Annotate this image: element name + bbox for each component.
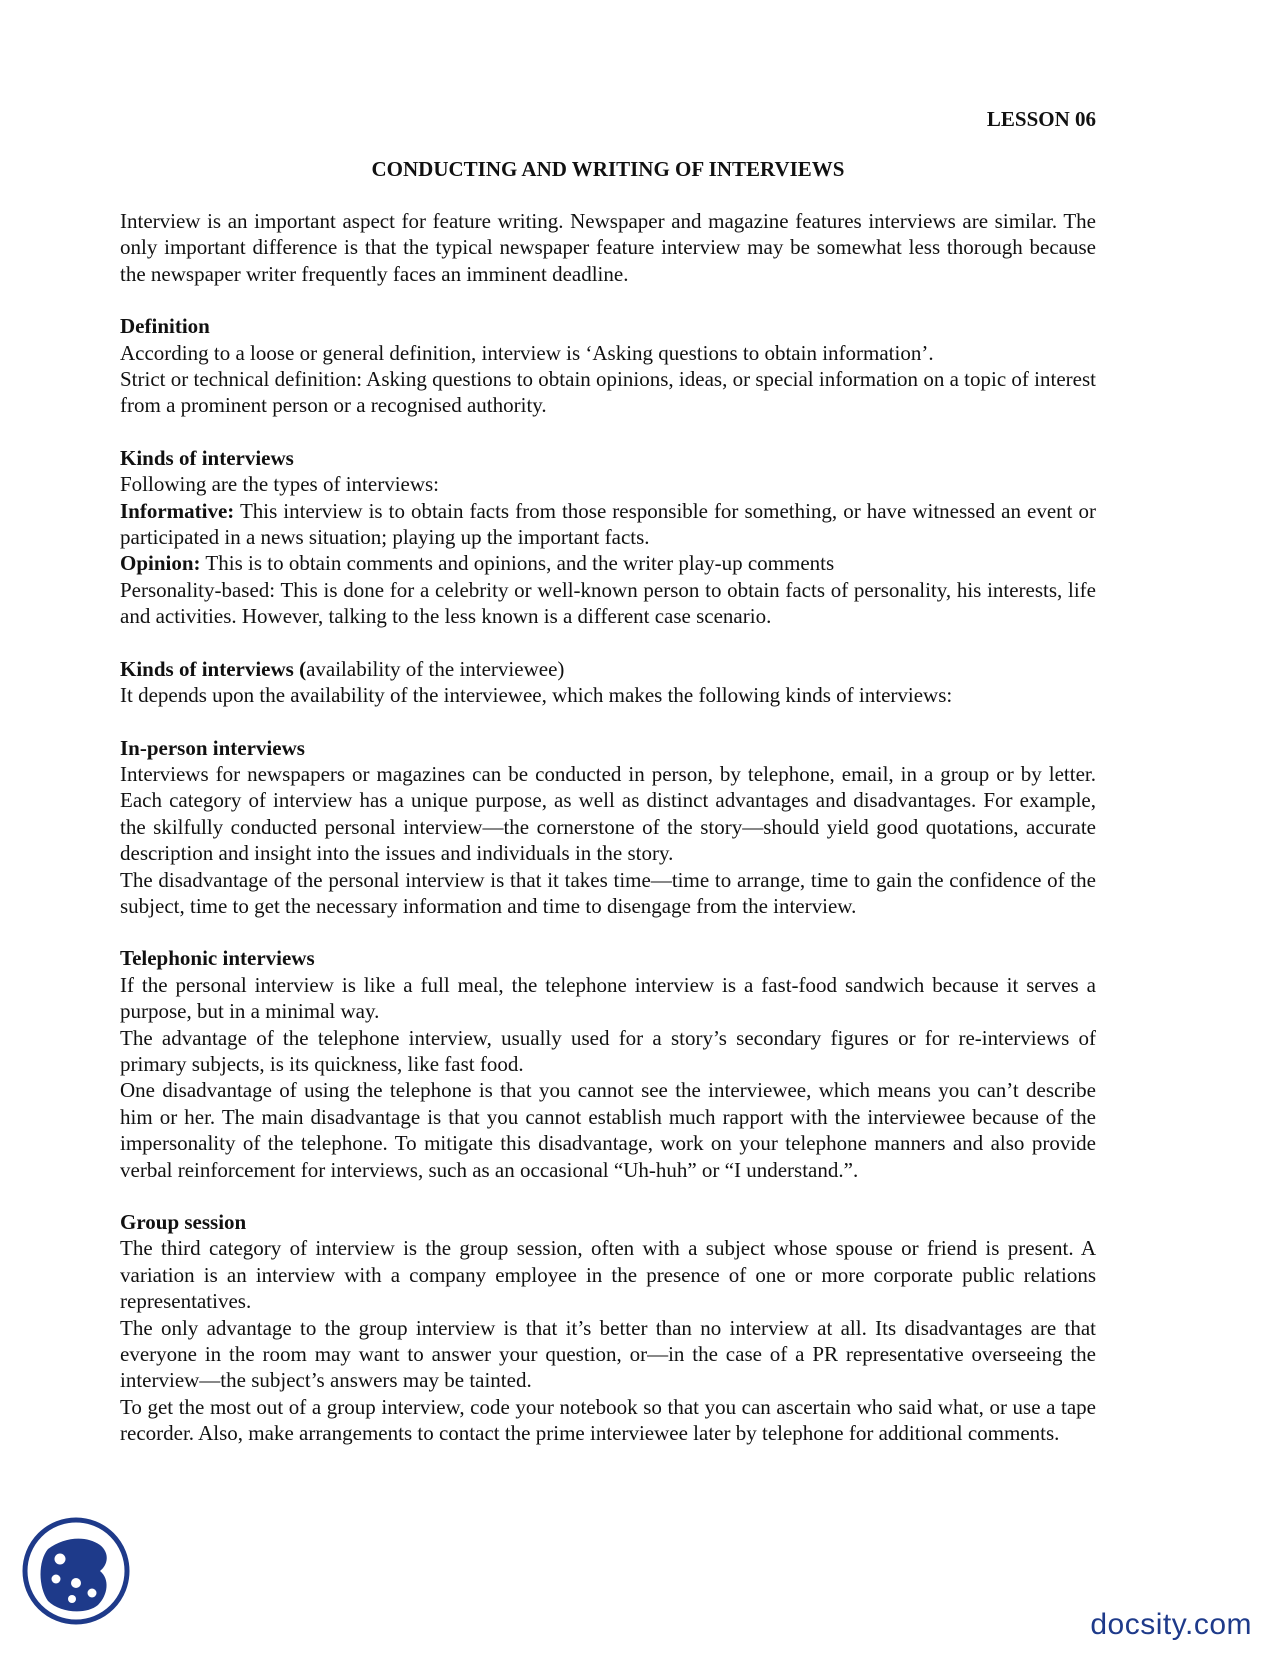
in-person-p1: Interviews for newspapers or magazines can be conducted in person, by telephone, email, in a group or by letter. Each category of interview has a unique purpose, as well as distinct advantages and disadvantages. For example, the skilfully conducted personal interview—the cornerstone of the story—should yield good quotations, accurate description and insight into the issues and individuals in the story. <box>120 761 1096 866</box>
informative-label: Informative: <box>120 498 235 523</box>
definition-loose: According to a loose or general definition, interview is ‘Asking questions to obtain information’. <box>120 340 934 365</box>
in-person-section <box>120 735 1096 920</box>
group-section <box>120 1209 1096 1447</box>
document-page <box>120 100 1096 1447</box>
group-heading: Group session <box>120 1210 247 1234</box>
telephonic-p1: If the personal interview is like a full meal, the telephone interview is a fast-food sandwich because it serves a purpose, but in a minimal way. <box>120 972 1096 1024</box>
page-title: CONDUCTING AND WRITING OF INTERVIEWS <box>371 157 845 181</box>
telephonic-p3: One disadvantage of using the telephone is that you cannot see the interviewee, which means you can’t describe him or her. The main disadvantage is that you cannot establish much rapport with the interviewee because of the impersonality of the telephone. To mitigate this disadvantage, work on your telephone manners and also provide verbal reinforcement for interviews, such as an occasional “Uh-huh” or “I understand.”. <box>120 1078 1096 1182</box>
definition-strict: Strict or technical definition: Asking questions to obtain opinions, ideas, or special information on a topic of interest from a prominent person or a recognised authority. <box>120 367 1096 418</box>
telephonic-section <box>120 945 1096 1183</box>
availability-section <box>120 656 1096 709</box>
group-p3: To get the most out of a group interview, code your notebook so that you can ascertain who said what, or use a tape recorder. Also, make arrangements to contact the prime interviewee later by telephone for additional comments. <box>120 1394 1096 1446</box>
lesson-number: LESSON 06 <box>986 107 1096 131</box>
in-person-heading: In-person interviews <box>120 735 305 760</box>
opinion-paragraph <box>120 550 1096 576</box>
informative-paragraph <box>120 498 1096 551</box>
docsity-logo-icon[interactable] <box>20 1515 132 1627</box>
opinion-label: Opinion: <box>120 551 201 576</box>
group-p2: The only advantage to the group interview is that it’s better than no interview at all. Its disadvantages are that everyone in the room may want to answer your question, or—in the case of a PR representative overseeing the interview—the subject’s answers may be tainted. <box>120 1315 1096 1393</box>
group-p1: The third category of interview is the group session, often with a subject whose spouse or friend is present. A variation is an interview with a company employee in the presence of one or more corporate public relations representatives. <box>120 1236 1096 1314</box>
opinion-text: This is to obtain comments and opinions, and the writer play-up comments <box>200 551 835 576</box>
kinds-heading: Kinds of interviews <box>120 445 294 470</box>
kinds-section <box>120 445 1096 630</box>
personality-paragraph: Personality-based: This is done for a celebrity or well-known person to obtain facts of personality, his interests, life and activities. However, talking to the less known is a different case scenario. <box>120 577 1096 629</box>
in-person-p2: The disadvantage of the personal interview is that it takes time—time to arrange, time to gain the confidence of the subject, time to get the necessary information and time to disengage from the interview. <box>120 867 1096 918</box>
telephonic-p2: The advantage of the telephone interview, usually used for a story’s secondary figures or for re-interviews of primary subjects, is its quickness, like fast food. <box>120 1025 1096 1076</box>
docsity-brand-link[interactable]: docsity.com <box>1090 1608 1252 1641</box>
informative-text: This interview is to obtain facts from those responsible for something, or have witnessed an event or participated in a news situation; playing up the important facts. <box>120 498 1096 550</box>
telephonic-heading: Telephonic interviews <box>120 946 315 971</box>
availability-heading <box>120 656 1096 682</box>
availability-heading-rest: availability of the interviewee) <box>306 656 565 681</box>
intro-paragraph: Interview is an important aspect for feature writing. Newspaper and magazine features interviews are similar. The only important difference is that the typical newspaper feature interview may be somewhat less thorough because the newspaper writer frequently faces an imminent deadline. <box>120 209 1096 286</box>
definition-section <box>120 313 1096 419</box>
kinds-intro: Following are the types of interviews: <box>120 472 440 497</box>
availability-heading-bold: Kinds of interviews ( <box>120 656 307 681</box>
definition-heading: Definition <box>120 314 210 339</box>
availability-text: It depends upon the availability of the interviewee, which makes the following kinds of interviews: <box>120 683 953 708</box>
